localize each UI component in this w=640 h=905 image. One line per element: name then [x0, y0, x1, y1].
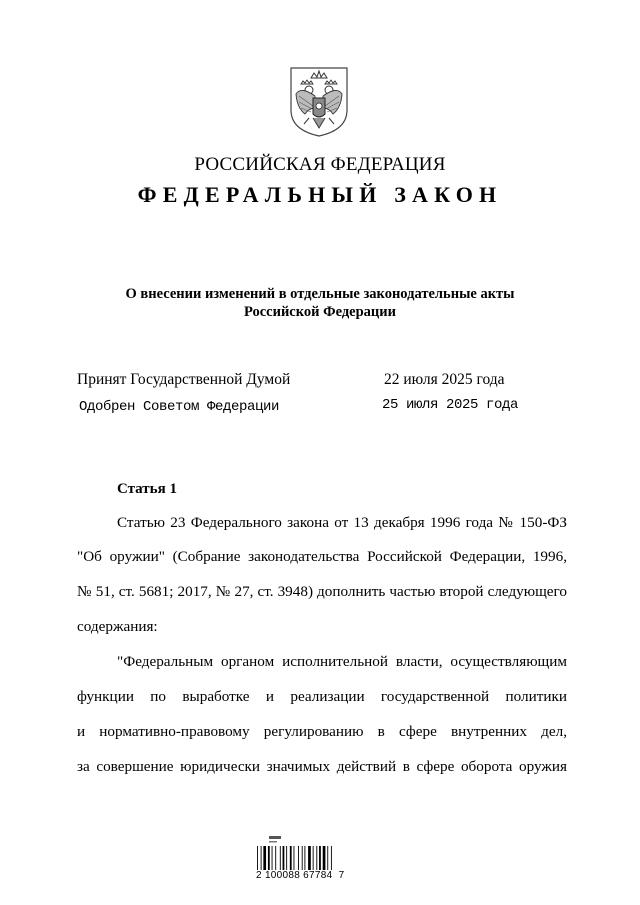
barcode-bar: [275, 846, 276, 870]
coat-of-arms-icon: [287, 64, 351, 138]
barcode-bar: [294, 846, 295, 870]
country-heading: РОССИЙСКАЯ ФЕДЕРАЦИЯ: [194, 154, 446, 175]
approved-by-council-label: Одобрен Советом Федерации: [79, 399, 280, 415]
law-title: [100, 285, 540, 321]
article-text-line: "Об оружии" (Собрание законодательства Российской Федерации, 1996,: [77, 548, 567, 565]
law-title-line-1: О внесении изменений в отдельные законодательные акты: [125, 286, 515, 302]
adopted-date: 22 июля 2025 года: [384, 371, 505, 388]
barcode-bar: [316, 846, 317, 870]
barcode-bar: [323, 846, 326, 870]
article-text-line: Статью 23 Федерального закона от 13 декабря 1996 года № 150-ФЗ: [117, 514, 567, 531]
barcode-bar: [263, 846, 266, 870]
barcode-number: 2 100088 67784 7: [256, 870, 345, 881]
barcode-bar: [268, 846, 270, 870]
article-text-line: функции по выработке и реализации государственной политики: [77, 688, 567, 705]
article-text-line: "Федеральным органом исполнительной власти, осуществляющим: [117, 653, 567, 670]
approved-date: 25 июля 2025 года: [382, 397, 519, 413]
barcode-bar: [319, 846, 321, 870]
barcode-bar: [313, 846, 314, 870]
barcode-bar: [327, 846, 328, 870]
article-text-line: № 51, ст. 5681; 2017, № 27, ст. 3948) дополнить частью второй следующего: [77, 583, 567, 600]
barcode-bar: [280, 846, 281, 870]
barcode-bar: [283, 846, 285, 870]
barcode-bar: [257, 846, 258, 870]
barcode-bar: [331, 846, 332, 870]
barcode-bar: [308, 846, 311, 870]
article-text-line: за совершение юридически значимых действий в сфере оборота оружия: [77, 758, 567, 775]
barcode-bar: [304, 846, 305, 870]
article-text-line: содержания:: [77, 618, 158, 635]
barcode-bar: [286, 846, 287, 870]
barcode-bar: [302, 846, 303, 870]
law-type-heading: ФЕДЕРАЛЬНЫЙ ЗАКОН: [137, 182, 503, 207]
barcode-bar: [298, 846, 299, 870]
law-title-line-2: Российской Федерации: [243, 304, 396, 320]
article-text-line: и нормативно-правовому регулированию в сфере внутренних дел,: [77, 723, 567, 740]
article-heading: Статья 1: [117, 481, 177, 497]
barcode-bar: [290, 846, 292, 870]
barcode-bar: [261, 846, 262, 870]
barcode-bar: [272, 846, 273, 870]
adopted-by-duma-label: Принят Государственной Думой: [77, 371, 291, 388]
